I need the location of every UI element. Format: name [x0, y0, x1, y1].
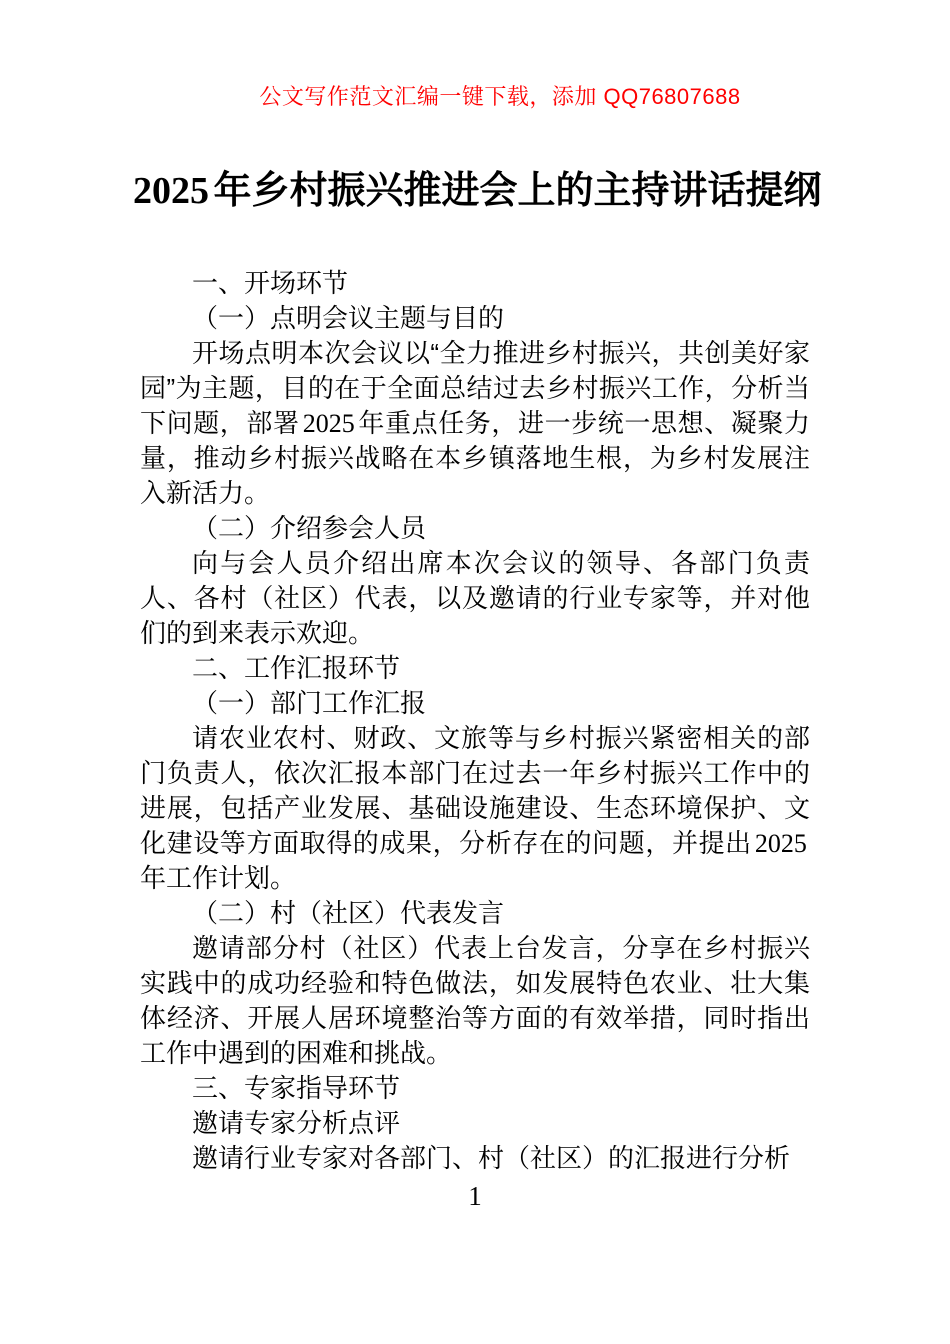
paragraph	[140, 931, 810, 1071]
latin-text-run: 2025	[302, 409, 355, 438]
paragraph	[140, 1071, 810, 1106]
cjk-text-run: 邀请专家分析点评	[192, 1108, 401, 1138]
cjk-text-run: （一）点明会议主题与目的	[192, 303, 505, 333]
cjk-text-run: 年重点任务，进一步统一思想、凝聚力量，推动乡村振兴战略在本乡镇落地生根，为乡村发展注入新活力。	[140, 408, 810, 508]
paragraph	[140, 686, 810, 721]
paragraph	[140, 651, 810, 686]
document-body	[140, 266, 810, 1180]
paragraph	[140, 336, 810, 511]
cjk-text-run: （二）村（社区）代表发言	[192, 898, 505, 928]
cjk-text-run: 向与会人员介绍出席本次会议的领导、各部门负责人、各村（社区）代表，以及邀请的行业专家等，并对他们的到来表示欢迎。	[140, 548, 810, 648]
document-title	[0, 166, 950, 216]
latin-text-run: 2025	[754, 829, 807, 858]
cjk-text-run: 三、专家指导环节	[192, 1073, 401, 1103]
cjk-text-run: 邀请部分村（社区）代表上台发言，分享在乡村振兴实践中的成功经验和特色做法，如发展特色农业、壮大集体经济、开展人居环境整治等方面的有效举措，同时指出工作中遇到的困难和挑战。	[140, 933, 810, 1068]
paragraph	[140, 1106, 810, 1141]
cjk-text-run: 年乡村振兴推进会上的主持讲话提纲	[213, 170, 822, 212]
promo-header: 公文写作范文汇编一键下载，添加 QQ76807688	[259, 84, 741, 109]
page-number: 1	[468, 1181, 482, 1211]
cjk-text-run: （一）部门工作汇报	[192, 688, 427, 718]
cjk-text-run: 年工作计划。	[140, 863, 297, 893]
cjk-text-run: 开场点明本次会议以“全力推进乡村振兴，共创美好家园”为主题，目的在于全面总结过去乡村振兴工作，分析当下问题，部署	[140, 338, 810, 438]
paragraph	[140, 721, 810, 896]
paragraph	[140, 896, 810, 931]
latin-text-run: 2025	[132, 170, 209, 212]
paragraph	[140, 301, 810, 336]
paragraph	[140, 511, 810, 546]
paragraph	[140, 266, 810, 301]
cjk-text-run: 一、开场环节	[192, 268, 349, 298]
cjk-text-run: 二、工作汇报环节	[192, 653, 401, 683]
paragraph	[140, 546, 810, 651]
paragraph	[140, 1141, 810, 1176]
cjk-text-run: （二）介绍参会人员	[192, 513, 427, 543]
cjk-text-run: 邀请行业专家对各部门、村（社区）的汇报进行分析	[192, 1143, 791, 1173]
cjk-text-run: 请农业农村、财政、文旅等与乡村振兴紧密相关的部门负责人，依次汇报本部门在过去一年乡村振兴工作中的进展，包括产业发展、基础设施建设、生态环境保护、文化建设等方面取得的成果，分析存在的问题，并提出	[140, 723, 810, 858]
